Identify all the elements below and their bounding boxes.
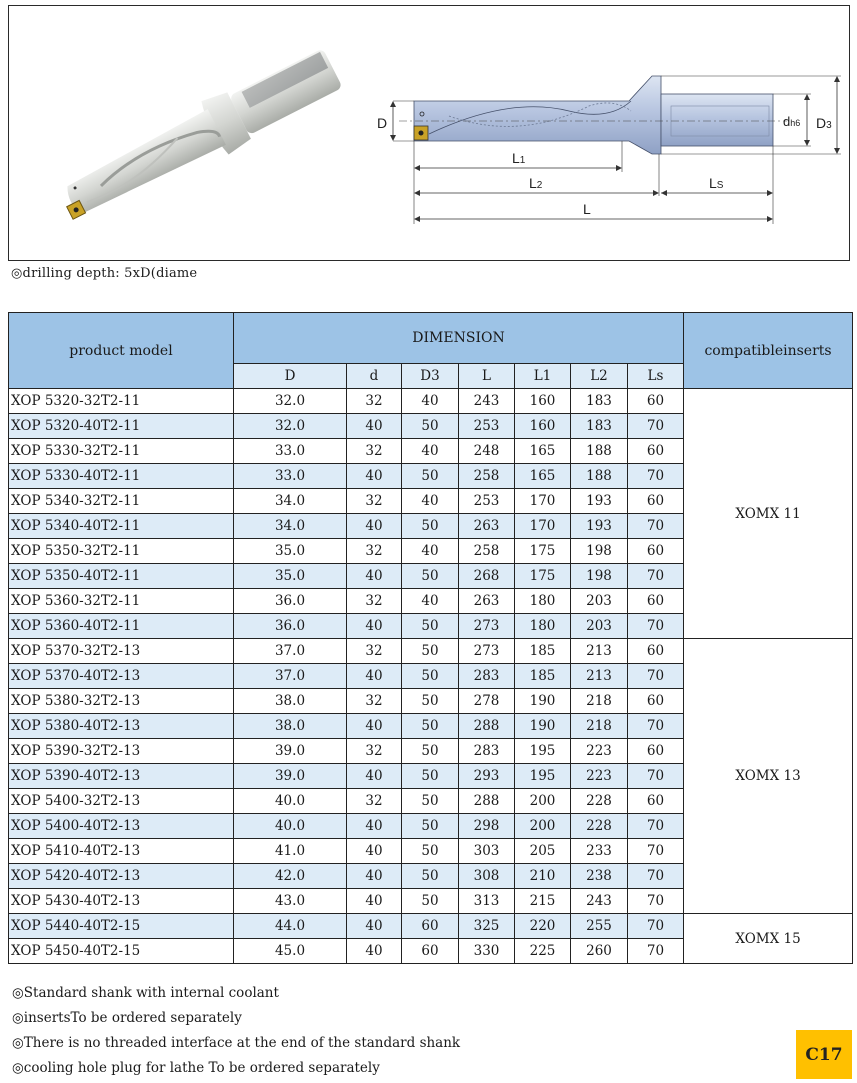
dim-cell-D: 40.0 [234, 789, 347, 814]
dim-cell-L1: 200 [515, 789, 571, 814]
dim-cell-L2: 218 [571, 689, 628, 714]
dim-cell-D3: 40 [402, 539, 459, 564]
spec-table [8, 312, 853, 964]
drill-isometric-image [29, 36, 369, 236]
dim-cell-L1: 205 [515, 839, 571, 864]
dim-cell-L1: 170 [515, 489, 571, 514]
dim-cell-L2: 198 [571, 539, 628, 564]
dim-cell-D: 37.0 [234, 664, 347, 689]
dim-cell-Ls: 70 [628, 514, 684, 539]
dim-cell-L2: 203 [571, 589, 628, 614]
dim-cell-d: 32 [347, 589, 402, 614]
dim-cell-Ls: 70 [628, 939, 684, 964]
dim-cell-L1: 175 [515, 539, 571, 564]
header-compatible-inserts: compatibleinserts [684, 313, 853, 389]
dim-cell-D: 35.0 [234, 564, 347, 589]
product-model-cell: XOP 5390-32T2-13 [9, 739, 234, 764]
dim-cell-d: 40 [347, 614, 402, 639]
dim-cell-d: 40 [347, 914, 402, 939]
dim-cell-Ls: 60 [628, 389, 684, 414]
dim-cell-D: 34.0 [234, 514, 347, 539]
dim-cell-d: 40 [347, 714, 402, 739]
dim-cell-L1: 170 [515, 514, 571, 539]
svg-text:L1: L1 [512, 150, 526, 166]
dim-cell-D: 42.0 [234, 864, 347, 889]
dim-cell-D3: 60 [402, 914, 459, 939]
dim-cell-D: 32.0 [234, 414, 347, 439]
product-model-cell: XOP 5320-32T2-11 [9, 389, 234, 414]
table-row [9, 389, 853, 414]
dim-cell-D: 33.0 [234, 439, 347, 464]
dim-cell-Ls: 70 [628, 889, 684, 914]
dim-cell-d: 32 [347, 439, 402, 464]
dim-cell-d: 32 [347, 789, 402, 814]
svg-text:dh6 [783, 114, 800, 129]
dim-cell-L1: 160 [515, 414, 571, 439]
dim-cell-D3: 50 [402, 414, 459, 439]
compatible-insert-cell: XOMX 15 [684, 914, 853, 964]
product-model-cell: XOP 5450-40T2-15 [9, 939, 234, 964]
dim-cell-Ls: 60 [628, 489, 684, 514]
dim-cell-Ls: 60 [628, 739, 684, 764]
dim-cell-D: 38.0 [234, 714, 347, 739]
dim-cell-Ls: 60 [628, 789, 684, 814]
dim-cell-L1: 195 [515, 739, 571, 764]
col-header-L1: L1 [515, 364, 571, 389]
dim-cell-L: 273 [459, 614, 515, 639]
dim-cell-D: 44.0 [234, 914, 347, 939]
dim-cell-Ls: 70 [628, 614, 684, 639]
dim-cell-d: 40 [347, 764, 402, 789]
dim-cell-d: 40 [347, 889, 402, 914]
page-number-badge: C17 [796, 1030, 852, 1079]
dim-cell-D3: 50 [402, 814, 459, 839]
dim-cell-D3: 50 [402, 464, 459, 489]
dim-cell-d: 32 [347, 489, 402, 514]
label-L2: L [529, 175, 537, 191]
dim-cell-d: 32 [347, 539, 402, 564]
dim-cell-L: 248 [459, 439, 515, 464]
dim-cell-L: 253 [459, 489, 515, 514]
dim-cell-D3: 50 [402, 664, 459, 689]
dim-cell-L2: 233 [571, 839, 628, 864]
svg-text:D3: D3 [816, 115, 832, 131]
dim-cell-L1: 225 [515, 939, 571, 964]
drill-dimension-drawing [369, 66, 857, 236]
dim-cell-L: 273 [459, 639, 515, 664]
dim-cell-Ls: 70 [628, 764, 684, 789]
dim-cell-d: 40 [347, 839, 402, 864]
dim-cell-d: 40 [347, 464, 402, 489]
dim-cell-L: 278 [459, 689, 515, 714]
dim-cell-D3: 50 [402, 714, 459, 739]
figure-panel [8, 5, 850, 261]
dim-cell-L1: 185 [515, 664, 571, 689]
product-model-cell: XOP 5400-32T2-13 [9, 789, 234, 814]
dim-cell-D: 39.0 [234, 764, 347, 789]
col-header-Ls: Ls [628, 364, 684, 389]
dim-cell-Ls: 70 [628, 714, 684, 739]
col-header-D: D [234, 364, 347, 389]
dim-cell-L1: 215 [515, 889, 571, 914]
dim-cell-d: 32 [347, 739, 402, 764]
dim-cell-L2: 223 [571, 739, 628, 764]
note-item: ◎insertsTo be ordered separately [12, 1010, 242, 1026]
product-model-cell: XOP 5390-40T2-13 [9, 764, 234, 789]
dim-cell-D: 34.0 [234, 489, 347, 514]
dim-cell-D3: 50 [402, 864, 459, 889]
dim-cell-D3: 50 [402, 889, 459, 914]
dim-cell-L1: 160 [515, 389, 571, 414]
dim-cell-d: 32 [347, 689, 402, 714]
dim-cell-D3: 40 [402, 489, 459, 514]
dim-cell-L1: 195 [515, 764, 571, 789]
product-model-cell: XOP 5360-40T2-11 [9, 614, 234, 639]
product-model-cell: XOP 5320-40T2-11 [9, 414, 234, 439]
dim-cell-Ls: 60 [628, 689, 684, 714]
dim-cell-d: 40 [347, 939, 402, 964]
dim-cell-L2: 238 [571, 864, 628, 889]
dim-cell-D: 36.0 [234, 614, 347, 639]
dim-cell-L1: 185 [515, 639, 571, 664]
dim-cell-D3: 50 [402, 839, 459, 864]
dim-cell-L2: 213 [571, 639, 628, 664]
label-L1: L [512, 150, 520, 166]
dim-cell-Ls: 60 [628, 439, 684, 464]
dim-cell-D3: 40 [402, 589, 459, 614]
product-model-cell: XOP 5380-32T2-13 [9, 689, 234, 714]
svg-text:L2: L2 [529, 175, 543, 191]
product-model-cell: XOP 5380-40T2-13 [9, 714, 234, 739]
dim-cell-Ls: 70 [628, 864, 684, 889]
dim-cell-D: 41.0 [234, 839, 347, 864]
dim-cell-L2: 188 [571, 439, 628, 464]
dim-cell-D: 37.0 [234, 639, 347, 664]
dim-cell-D: 43.0 [234, 889, 347, 914]
label-Ls: L [709, 175, 717, 191]
dim-cell-d: 32 [347, 389, 402, 414]
dim-cell-D3: 50 [402, 764, 459, 789]
dim-cell-L2: 203 [571, 614, 628, 639]
dim-cell-D: 39.0 [234, 739, 347, 764]
dim-cell-L: 258 [459, 464, 515, 489]
dim-cell-Ls: 70 [628, 814, 684, 839]
dim-cell-L: 313 [459, 889, 515, 914]
dim-cell-d: 40 [347, 664, 402, 689]
spec-table-body [9, 389, 853, 964]
dim-cell-L1: 175 [515, 564, 571, 589]
col-header-d: d [347, 364, 402, 389]
label-h6: h6 [790, 118, 801, 128]
dim-cell-d: 40 [347, 414, 402, 439]
product-model-cell: XOP 5410-40T2-13 [9, 839, 234, 864]
dim-cell-L1: 210 [515, 864, 571, 889]
dim-cell-L2: 193 [571, 489, 628, 514]
dim-cell-L1: 190 [515, 689, 571, 714]
dim-cell-d: 40 [347, 814, 402, 839]
label-D3: D [816, 115, 827, 131]
dim-cell-D: 36.0 [234, 589, 347, 614]
dim-cell-L1: 165 [515, 464, 571, 489]
table-row [9, 639, 853, 664]
dim-cell-L: 263 [459, 589, 515, 614]
label-d: d [783, 114, 791, 129]
dim-cell-L1: 180 [515, 614, 571, 639]
dim-cell-L2: 243 [571, 889, 628, 914]
product-model-cell: XOP 5330-32T2-11 [9, 439, 234, 464]
product-model-cell: XOP 5340-32T2-11 [9, 489, 234, 514]
dim-cell-D3: 50 [402, 514, 459, 539]
dim-cell-L2: 183 [571, 389, 628, 414]
header-dimension: DIMENSION [234, 313, 684, 364]
compatible-insert-cell: XOMX 13 [684, 639, 853, 914]
dim-cell-L2: 228 [571, 814, 628, 839]
dim-cell-L2: 193 [571, 514, 628, 539]
drilling-depth-caption: ◎drilling depth: 5xD(diame [11, 266, 198, 281]
dim-cell-D: 45.0 [234, 939, 347, 964]
product-model-cell: XOP 5370-32T2-13 [9, 639, 234, 664]
product-model-cell: XOP 5440-40T2-15 [9, 914, 234, 939]
dim-cell-Ls: 70 [628, 564, 684, 589]
dim-cell-D: 32.0 [234, 389, 347, 414]
svg-text:LS: LS [709, 175, 724, 191]
dim-cell-d: 40 [347, 514, 402, 539]
dim-cell-L1: 190 [515, 714, 571, 739]
dim-cell-Ls: 70 [628, 414, 684, 439]
dim-cell-L: 303 [459, 839, 515, 864]
col-header-L2: L2 [571, 364, 628, 389]
dim-cell-L2: 183 [571, 414, 628, 439]
note-item: ◎Standard shank with internal coolant [12, 985, 279, 1001]
dim-cell-L: 283 [459, 664, 515, 689]
product-model-cell: XOP 5420-40T2-13 [9, 864, 234, 889]
dim-cell-L: 308 [459, 864, 515, 889]
dim-cell-L: 288 [459, 714, 515, 739]
dim-cell-D3: 50 [402, 739, 459, 764]
dim-cell-D3: 60 [402, 939, 459, 964]
product-model-cell: XOP 5400-40T2-13 [9, 814, 234, 839]
notes-list [12, 983, 460, 1083]
dim-cell-L2: 228 [571, 789, 628, 814]
product-model-cell: XOP 5340-40T2-11 [9, 514, 234, 539]
dim-cell-L: 330 [459, 939, 515, 964]
dim-cell-Ls: 60 [628, 539, 684, 564]
compatible-insert-cell: XOMX 11 [684, 389, 853, 639]
dim-cell-D3: 50 [402, 614, 459, 639]
dim-cell-Ls: 60 [628, 589, 684, 614]
dim-cell-L2: 260 [571, 939, 628, 964]
dim-cell-Ls: 60 [628, 639, 684, 664]
product-model-cell: XOP 5360-32T2-11 [9, 589, 234, 614]
dim-cell-L1: 180 [515, 589, 571, 614]
dim-cell-L: 258 [459, 539, 515, 564]
dim-cell-L: 298 [459, 814, 515, 839]
dim-cell-d: 40 [347, 564, 402, 589]
dim-cell-D: 38.0 [234, 689, 347, 714]
product-model-cell: XOP 5350-32T2-11 [9, 539, 234, 564]
dim-cell-D: 40.0 [234, 814, 347, 839]
dim-cell-d: 40 [347, 864, 402, 889]
dim-cell-Ls: 70 [628, 914, 684, 939]
dim-cell-L2: 218 [571, 714, 628, 739]
dim-cell-Ls: 70 [628, 664, 684, 689]
dim-cell-D3: 50 [402, 689, 459, 714]
dim-cell-L1: 200 [515, 814, 571, 839]
col-header-D3: D3 [402, 364, 459, 389]
dim-cell-L2: 255 [571, 914, 628, 939]
product-model-cell: XOP 5330-40T2-11 [9, 464, 234, 489]
dim-cell-L: 253 [459, 414, 515, 439]
dim-cell-D3: 50 [402, 639, 459, 664]
dim-cell-L: 288 [459, 789, 515, 814]
dim-cell-Ls: 70 [628, 839, 684, 864]
dim-cell-Ls: 70 [628, 464, 684, 489]
dim-cell-L1: 165 [515, 439, 571, 464]
product-model-cell: XOP 5370-40T2-13 [9, 664, 234, 689]
dim-cell-D3: 50 [402, 789, 459, 814]
note-item: ◎There is no threaded interface at the end of the standard shank [12, 1035, 461, 1051]
dim-cell-L: 325 [459, 914, 515, 939]
dim-cell-L2: 223 [571, 764, 628, 789]
dim-cell-D: 33.0 [234, 464, 347, 489]
dim-cell-L2: 213 [571, 664, 628, 689]
note-item: ◎cooling hole plug for lathe To be ordered separately [12, 1060, 380, 1076]
dim-cell-L1: 220 [515, 914, 571, 939]
dim-cell-L: 243 [459, 389, 515, 414]
dim-cell-L: 268 [459, 564, 515, 589]
product-model-cell: XOP 5350-40T2-11 [9, 564, 234, 589]
dim-cell-L: 293 [459, 764, 515, 789]
dim-cell-L2: 188 [571, 464, 628, 489]
col-header-L: L [459, 364, 515, 389]
dim-cell-D3: 40 [402, 389, 459, 414]
label-L: L [583, 201, 591, 217]
dim-cell-D3: 50 [402, 564, 459, 589]
header-product-model: product model [9, 313, 234, 389]
label-D: D [377, 115, 388, 131]
dim-cell-D3: 40 [402, 439, 459, 464]
table-row [9, 914, 853, 939]
dim-cell-L: 283 [459, 739, 515, 764]
product-model-cell: XOP 5430-40T2-13 [9, 889, 234, 914]
dim-cell-D: 35.0 [234, 539, 347, 564]
dim-cell-L: 263 [459, 514, 515, 539]
dim-cell-d: 32 [347, 639, 402, 664]
dim-cell-L2: 198 [571, 564, 628, 589]
